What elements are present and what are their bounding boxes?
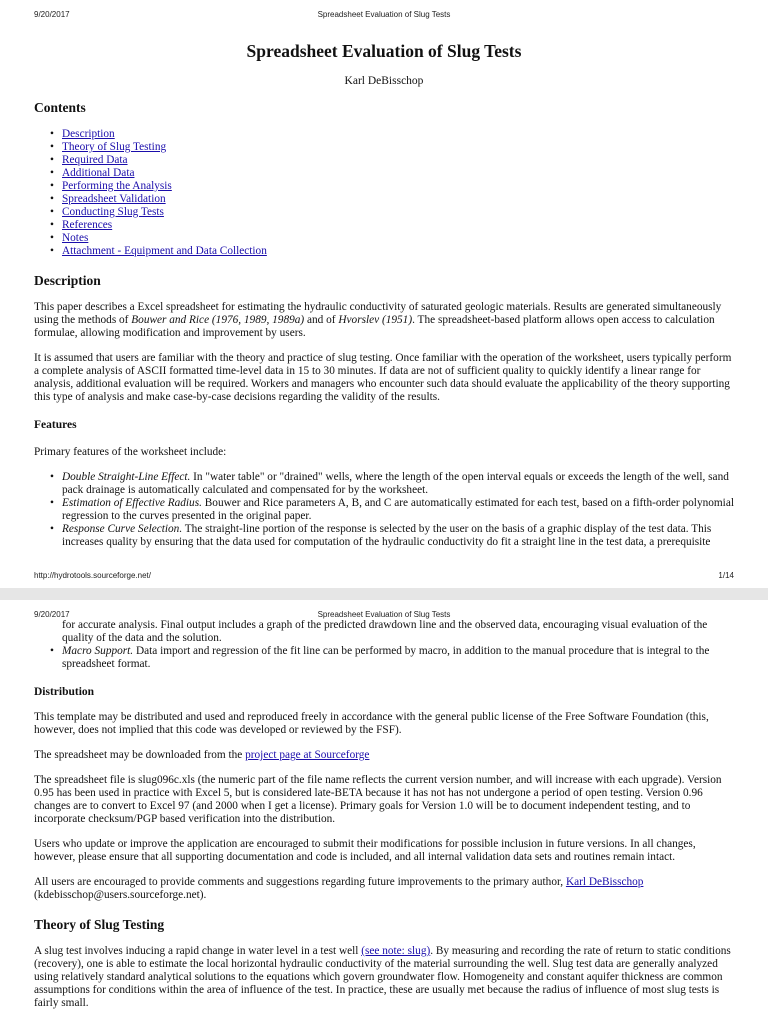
page-content [34,619,734,1010]
features-intro: Primary features of the worksheet include: [34,446,227,458]
toc-link-spreadsheet-validation[interactable]: Spreadsheet Validation [62,193,166,205]
table-of-contents [34,128,734,258]
document-author: Karl DeBisschop [344,75,424,87]
feature-text: Data import and regression of the fit line can be performed by macro, in addition to the manual procedure that is integral to the spreadsheet format. [62,645,710,670]
toc-item-conducting-slug-tests [62,206,734,219]
feature-item-response-curve [62,523,734,549]
toc-link-conducting-slug-tests[interactable]: Conducting Slug Tests [62,206,164,218]
distribution-paragraph-2 [34,749,734,762]
toc-link-theory[interactable]: Theory of Slug Testing [62,141,167,153]
toc-item-notes [62,232,734,245]
footer-url: http://hydrotools.sourceforge.net/ [34,571,151,580]
header-title: Spreadsheet Evaluation of Slug Tests [317,10,451,19]
feature-title: Response Curve Selection. [62,523,183,535]
distribution-paragraph-3: The spreadsheet file is slug096c.xls (the numeric part of the file name reflects the current version number, and will increase with each upgrade). Version 0.95 has been used in practice with Excel 5, but is considered late-BETA because it has not has not undergone a period of open testing. Version 0.96 changes are to convert to Excel 97 (and 2000 when I get a license). Primary goals for Version 1.0 will be to document independent testing, and to incorporate checksum/PGP based verification into the distribution. [34,774,722,825]
toc-item-attachment [62,245,734,258]
feature-item-response-curve-continued [62,619,734,645]
feature-item-double-straight-line [62,471,734,497]
text-run: and of [304,314,339,326]
distribution-paragraph-1: This template may be distributed and used and reproduced freely in accordance with the general public license of the Free Software Foundation (this, however, does not implied that this code was developed or reviewed by the FSF). [34,711,709,736]
toc-item-theory [62,141,734,154]
toc-link-required-data[interactable]: Required Data [62,154,128,166]
description-paragraph-2: It is assumed that users are familiar with the theory and practice of slug testing. Once familiar with the operation of the worksheet, users typically perform a complete analysis of ASCII formatted time-level data in 15 to 30 minutes. If data are not of sufficient quality to quickly identify a linear range for analysis, additional evaluation will be required. Workers and managers who encounter such data should evaluate the applicability of the theory supporting this type of analysis and make case-by-case decisions regarding the validity of the results. [34,352,732,403]
toc-link-notes[interactable]: Notes [62,232,89,244]
theory-paragraph-1 [34,945,734,1010]
feature-item-effective-radius [62,497,734,523]
toc-item-performing-analysis [62,180,734,193]
citation-hvorslev: Hvorslev (1951) [338,314,413,326]
description-heading: Description [34,273,101,288]
toc-link-references[interactable]: References [62,219,113,231]
header-date: 9/20/2017 [34,610,70,619]
text-run: A slug test involves inducing a rapid change in water level in a test well [34,945,362,957]
theory-heading: Theory of Slug Testing [34,917,165,932]
header-date: 9/20/2017 [34,10,70,19]
page-separator [0,588,768,600]
distribution-heading: Distribution [34,686,95,698]
distribution-paragraph-5 [34,876,734,902]
contents-heading: Contents [34,100,86,115]
feature-title: Double Straight-Line Effect. [62,471,191,483]
feature-text: In "water table" or "drained" wells, where the length of the open interval equals or exceeds the length of the well, sand pack drainage is automatically calculated and compensated for by the worksheet. [62,471,729,496]
text-run: . By measuring and recording the rate of return to static conditions (recovery), one is able to estimate the local horizontal hydraulic conductivity of the material surrounding the well. Slug test data are generally analyzed using relatively standard analytical solutions to the equations which govern groundwater flow. Homogeneity and constant aquifer thickness are common assumptions for conditions within the area of influence of the test. In practice, these are usually met because the radius of influence of most slug tests is fairly small. [34,945,731,1009]
feature-text: The straight-line portion of the response is selected by the user on the basis of a graphic display of the test data. This increases quality by ensuring that the data used for computation of the hydraulic conductivity do fit a straight line in the test data, a prerequisite [62,523,712,548]
features-list-continued [34,619,734,671]
citation-bouwer-rice: Bouwer and Rice (1976, 1989, 1989a) [131,314,305,326]
document-title: Spreadsheet Evaluation of Slug Tests [246,41,522,61]
features-list [34,471,734,549]
description-paragraph-1 [34,301,734,340]
page-content [34,40,734,549]
toc-item-required-data [62,154,734,167]
text-run: The spreadsheet may be downloaded from the [34,749,246,761]
toc-item-description [62,128,734,141]
note-slug-link[interactable]: (see note: slug) [361,945,431,957]
text-run: . The spreadsheet-based platform allows open access to calculation formulae, allowing modification and improvement by users. [34,314,715,339]
text-run: All users are encouraged to provide comments and suggestions regarding future improvements to the primary author, [34,876,566,888]
toc-link-additional-data[interactable]: Additional Data [62,167,135,179]
feature-title: Macro Support. [62,645,134,657]
features-heading: Features [34,419,77,431]
document-page-2 [0,600,768,1024]
author-link[interactable]: Karl DeBisschop [565,876,644,888]
toc-link-description[interactable]: Description [62,128,115,140]
distribution-paragraph-4: Users who update or improve the application are encouraged to submit their modifications for possible inclusion in future versions. In all changes, however, please ensure that all supporting documentation and code is included, and all internal validation data sets and routines remain intact. [34,838,696,863]
text-run: (kdebisschop@users.sourceforge.net). [34,889,207,901]
sourceforge-project-link[interactable]: project page at Sourceforge [245,749,370,761]
toc-link-performing-analysis[interactable]: Performing the Analysis [62,180,172,192]
toc-item-references [62,219,734,232]
toc-item-additional-data [62,167,734,180]
feature-text: Bouwer and Rice parameters A, B, and C are automatically estimated for each test, based on a fifth-order polynomial regression to the curves presented in the original paper. [62,497,734,522]
footer-page-number: 1/14 [718,571,734,580]
text-run: This paper describes a Excel spreadsheet for estimating the hydraulic conductivity of saturated geologic materials. Results are generated simultaneously using the methods of [34,301,722,326]
feature-title: Estimation of Effective Radius. [62,497,202,509]
toc-item-spreadsheet-validation [62,193,734,206]
toc-link-attachment[interactable]: Attachment - Equipment and Data Collection [62,245,267,257]
header-title: Spreadsheet Evaluation of Slug Tests [317,610,451,619]
feature-item-macro-support [62,645,734,671]
feature-text: for accurate analysis. Final output includes a graph of the predicted drawdown line and the observed data, encouraging visual evaluation of the quality of the data and the solution. [62,619,708,644]
